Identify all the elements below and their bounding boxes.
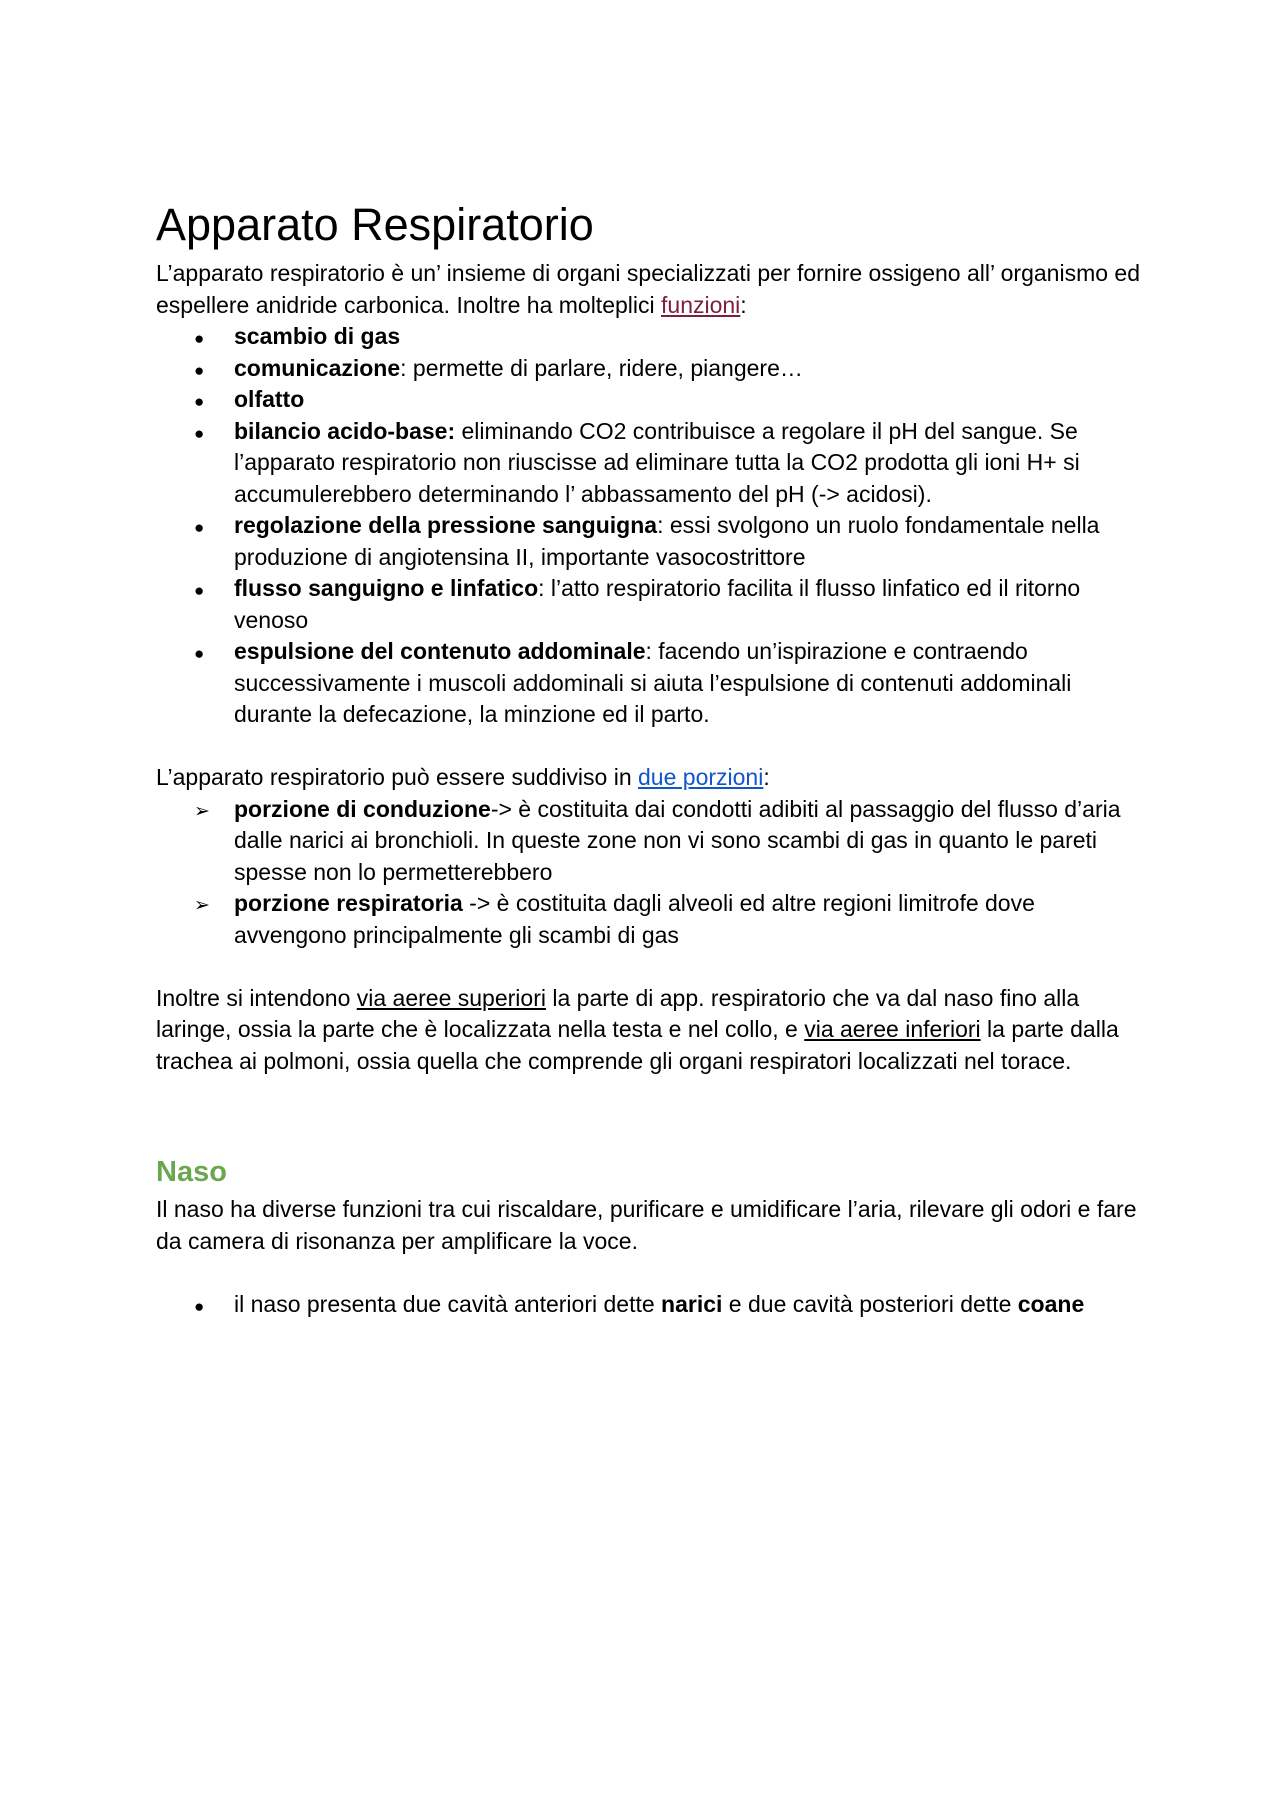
list-item <box>156 794 1141 889</box>
function-term: comunicazione <box>234 354 401 381</box>
function-desc: : permette di parlare, ridere, piangere… <box>400 354 803 381</box>
document-body <box>156 196 1141 1320</box>
narici-term: narici <box>661 1290 723 1317</box>
bullet-icon <box>194 321 204 355</box>
airways-text: la parte di app. respiratorio che va dal naso fino alla laringe, ossia la parte che è localizzata nella testa e nel collo, e <box>156 984 1080 1042</box>
airways-paragraph <box>156 983 1141 1078</box>
page-title: Apparato Respiratorio <box>156 199 594 250</box>
section-heading-naso: Naso <box>156 1156 227 1188</box>
naso-paragraph: Il naso ha diverse funzioni tra cui riscaldare, purificare e umidificare l’aria, rilevare gli odori e fare da camera di risonanza per amplificare la voce. <box>156 1196 1137 1254</box>
portions-intro-text: L’apparato respiratorio può essere suddiviso in <box>156 764 639 790</box>
spacer <box>156 1077 1141 1150</box>
naso-item-text: il naso presenta due cavità anteriori dette <box>234 1290 662 1317</box>
bullet-icon <box>194 510 204 544</box>
bullet-icon <box>194 384 204 418</box>
intro-paragraph <box>156 258 1141 321</box>
function-desc: eliminando CO2 contribuisce a regolare il pH del sangue. Se l’apparato respiratorio non riuscisse ad eliminare tutta la CO2 prodotta gli ioni H+ si accumulerebbero determinando l’ abbassamento del pH (-> acidosi). <box>234 417 1080 507</box>
portion-term: porzione respiratoria <box>234 890 463 916</box>
intro-text: L’apparato respiratorio è un’ insieme di organi specializzati per fornire ossigeno all’ organismo ed espellere anidride carbonica. Inoltre ha molteplici <box>156 260 1141 318</box>
list-item <box>156 573 1141 636</box>
portion-desc: -> è costituita dagli alveoli ed altre regioni limitrofe dove avvengono principalmente gli scambi di gas <box>234 890 1035 948</box>
funzioni-link[interactable]: funzioni <box>661 291 741 318</box>
airways-text: la parte dalla trachea ai polmoni, ossia quella che comprende gli organi respiratori localizzati nel torace. <box>156 1016 1119 1074</box>
bullet-icon <box>194 353 204 387</box>
portion-term: porzione di conduzione <box>234 795 491 822</box>
function-desc: : essi svolgono un ruolo fondamentale nella produzione di angiotensina II, importante vasocostrittore <box>234 512 1100 570</box>
function-term: espulsione del contenuto addominale <box>234 638 646 664</box>
upper-airways-term: via aeree superiori <box>356 984 546 1011</box>
list-item <box>156 888 1141 951</box>
naso-item-text: e due cavità posteriori dette <box>722 1290 1018 1317</box>
list-item <box>156 416 1141 511</box>
spacer <box>156 951 1141 983</box>
intro-colon: : <box>740 291 747 318</box>
list-item <box>156 321 1141 353</box>
bullet-icon <box>194 416 204 450</box>
bullet-icon <box>194 1289 204 1323</box>
function-term: bilancio acido-base: <box>234 417 456 444</box>
list-item <box>156 384 1141 416</box>
naso-list <box>156 1289 1141 1321</box>
function-term: regolazione della pressione sanguigna <box>234 512 658 538</box>
list-item <box>156 510 1141 573</box>
coane-term: coane <box>1017 1290 1085 1317</box>
portion-desc: -> è costituita dai condotti adibiti al passaggio del flusso d’aria dalle narici ai bronchioli. In queste zone non vi sono scambi di gas in quanto le pareti spesse non lo permetterebbero <box>234 795 1121 885</box>
arrow-bullet-icon <box>194 888 210 922</box>
function-term: flusso sanguigno e linfatico <box>234 575 539 601</box>
function-term: olfatto <box>234 386 305 412</box>
lower-airways-term: via aeree inferiori <box>804 1016 981 1042</box>
function-term: scambio di gas <box>234 323 401 349</box>
list-item <box>156 636 1141 731</box>
function-desc: : l’atto respiratorio facilita il flusso linfatico ed il ritorno venoso <box>234 575 1081 633</box>
portions-list <box>156 794 1141 952</box>
arrow-bullet-icon <box>194 794 210 828</box>
functions-list <box>156 321 1141 731</box>
due-porzioni-link[interactable]: due porzioni <box>638 764 764 790</box>
list-item <box>156 353 1141 385</box>
function-desc: : facendo un’ispirazione e contraendo successivamente i muscoli addominali si aiuta l’espulsione di contenuti addominali durante la defecazione, la minzione ed il parto. <box>234 638 1072 727</box>
bullet-icon <box>194 636 204 670</box>
portions-intro-colon: : <box>763 764 770 790</box>
bullet-icon <box>194 573 204 607</box>
list-item <box>156 1289 1141 1321</box>
airways-text: Inoltre si intendono <box>156 984 357 1011</box>
spacer <box>156 1257 1141 1289</box>
spacer <box>156 731 1141 763</box>
portions-intro <box>156 762 1141 794</box>
